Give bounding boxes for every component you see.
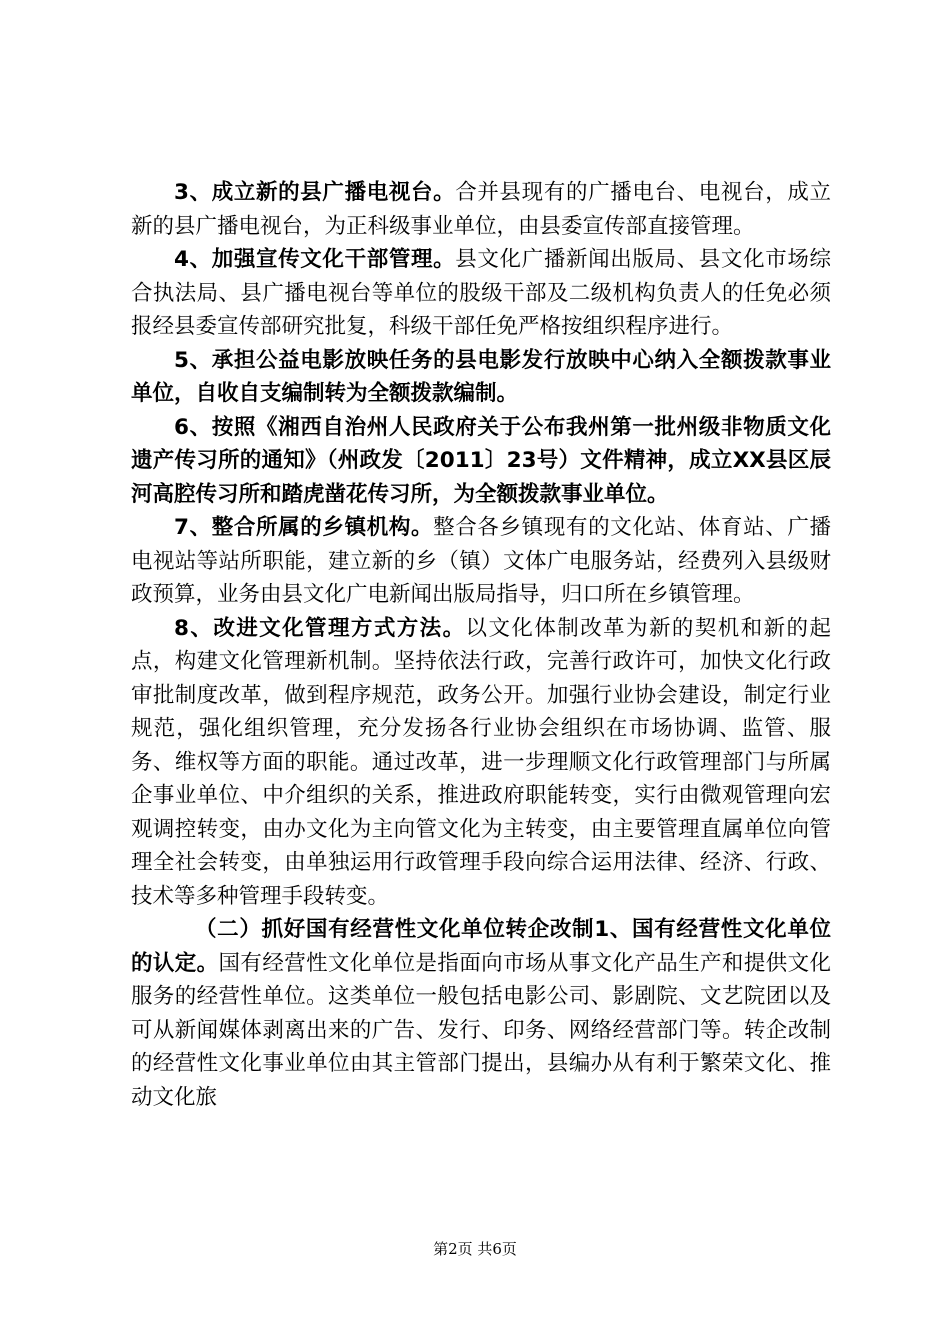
paragraph-7 [131,511,831,612]
paragraph-lead: 4、加强宣传文化干部管理。 [174,247,456,272]
paragraph-5 [131,344,831,411]
paragraph-lead: 3、成立新的县广播电视台。 [174,180,456,205]
paragraph-3 [131,176,831,243]
paragraph-text: 国有经营性文化单位是指面向市场从事文化产品生产和提供文化服务的经营性单位。这类单位一般包括电影公司、影剧院、文艺院团以及可从新闻媒体剥离出来的广告、发行、印务、网络经营部门等。转企改制的经营性文化事业单位由其主管部门提出，县编办从有利于繁荣文化、推动文化旅 [131,950,831,1110]
paragraph-lead: 5、承担公益电影放映任务的县电影发行放映中心纳入全额拨款事业单位，自收自支编制转为全额拨款编制。 [131,347,831,406]
paragraph-section-2 [131,913,831,1114]
paragraph-6 [131,411,831,512]
paragraph-text: 合并县现有的广播电台、电视台，成立新的县广播电视台，为正科级事业单位，由县委宣传部直接管理。 [131,180,831,239]
paragraph-text: 以文化体制改革为新的契机和新的起点，构建文化管理新机制。坚持依法行政，完善行政许可，加快文化行政审批制度改革，做到程序规范，政务公开。加强行业协会建设，制定行业规范，强化组织管理，充分发扬各行业协会组织在市场协调、监管、服务、维权等方面的职能。通过改革，进一步理顺文化行政管理部门与所属企事业单位、中介组织的关系，推进政府职能转变，实行由微观管理向宏观调控转变，由办文化为主向管文化为主转变，由主要管理直属单位向管理全社会转变，由单独运用行政管理手段向综合运用法律、经济、行政、技术等多种管理手段转变。 [131,615,831,909]
paragraph-text: 整合各乡镇现有的文化站、体育站、广播电视站等站所职能，建立新的乡（镇）文体广电服务站，经费列入县级财政预算，业务由县文化广电新闻出版局指导，归口所在乡镇管理。 [131,515,831,607]
paragraph-lead: 8、改进文化管理方式方法。 [174,615,466,641]
paragraph-4 [131,243,831,344]
paragraph-text: 县文化广播新闻出版局、县文化市场综合执法局、县广播电视台等单位的股级干部及二级机构负责人的任免必须报经县委宣传部研究批复，科级干部任免严格按组织程序进行。 [131,247,831,339]
paragraph-lead: 7、整合所属的乡镇机构。 [174,515,434,540]
document-body [131,176,831,1114]
page-footer: 第2页 共6页 [433,1240,517,1258]
paragraph-8 [131,612,831,914]
paragraph-lead: （二）抓好国有经营性文化单位转企改制1、国有经营性文化单位的认定。 [131,917,831,976]
paragraph-lead: 6、按照《湘西自治州人民政府关于公布我州第一批州级非物质文化遗产传习所的通知》（州政发〔2011〕23号）文件精神，成立XX县区辰河高腔传习所和踏虎凿花传习所，为全额拨款事业单位。 [131,414,831,507]
